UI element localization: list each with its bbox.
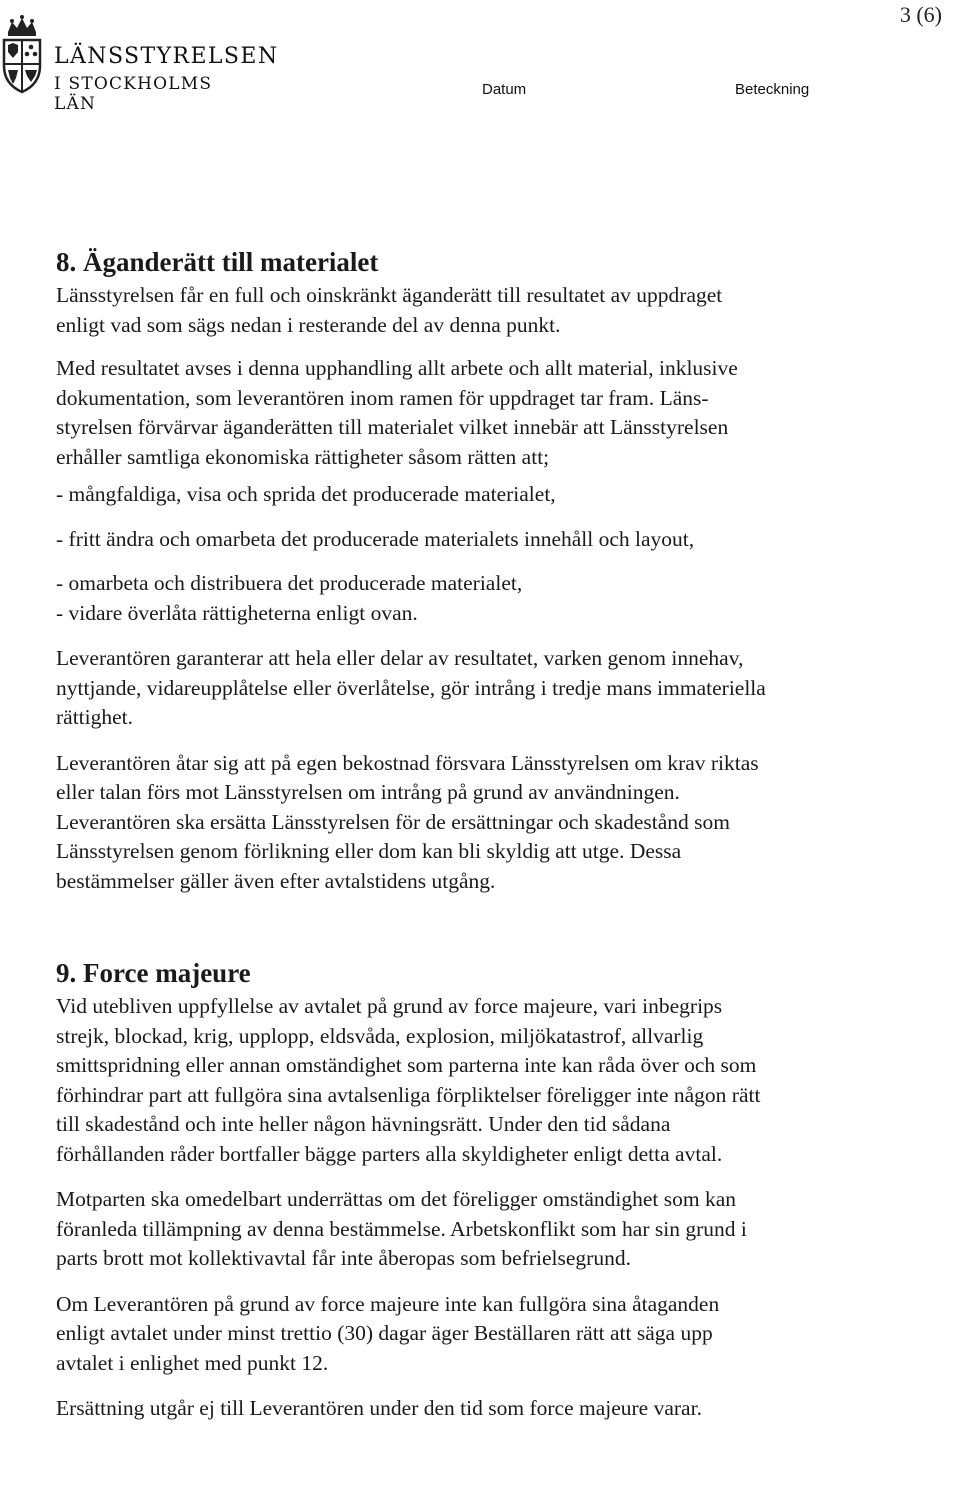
text-line: enligt avtalet under minst trettio (30) dagar äger Beställaren rätt att säga upp xyxy=(56,1321,713,1345)
rights-list xyxy=(56,480,936,628)
beteckning-label: Beteckning xyxy=(735,81,810,98)
section-9-paragraph-4 xyxy=(56,1394,936,1424)
text-line: Leverantören åtar sig att på egen bekostnad försvara Länsstyrelsen om krav riktas xyxy=(56,750,759,775)
logo-text-line2: I STOCKHOLMS LÄN xyxy=(54,74,213,114)
document-body xyxy=(56,243,936,1424)
text-line: Länsstyrelsen får en full och oinskränkt äganderätt till resultatet av uppdraget xyxy=(56,283,723,307)
text-line: Länsstyrelsen genom förlikning eller dom kan bli skyldig att utge. Dessa xyxy=(56,839,682,863)
lansstyrelsen-logo xyxy=(0,14,279,114)
list-item: - vidare överlåta rättigheterna enligt ovan. xyxy=(56,600,418,625)
text-line: parts brott mot kollektivavtal får inte åberopas som befrielsegrund. xyxy=(56,1246,631,1270)
text-line: Om Leverantören på grund av force majeure inte kan fullgöra sina åtaganden xyxy=(56,1291,720,1316)
text-line: rättighet. xyxy=(56,705,134,729)
section-9-paragraph-2 xyxy=(56,1185,936,1274)
text-line: eller talan förs mot Länsstyrelsen om intrång på grund av användningen. xyxy=(56,780,680,804)
text-line: Vid utebliven uppfyllelse av avtalet på grund av force majeure, vari inbegrips xyxy=(56,994,723,1018)
text-line: strejk, blockad, krig, upplopp, eldsvåda, explosion, miljökatastrof, allvarlig xyxy=(56,1023,704,1048)
section-8-paragraph-3 xyxy=(56,644,936,733)
text-line: styrelsen förvärvar äganderätten till materialet vilket innebär att Länsstyrelsen xyxy=(56,415,729,439)
page-number: 3 (6) xyxy=(899,2,942,27)
logo-text-line1: LÄNSSTYRELSEN xyxy=(54,44,279,69)
text-line: förhindrar part att fullgöra sina avtalsenliga förpliktelser föreligger inte någon rätt xyxy=(56,1082,761,1107)
section-8-paragraph-4 xyxy=(56,749,936,897)
section-8-paragraph-2 xyxy=(56,354,936,472)
section-8-heading: 8. Äganderätt till materialet xyxy=(56,247,379,277)
text-line: Leverantören ska ersätta Länsstyrelsen för de ersättningar och skadestånd som xyxy=(56,809,731,834)
section-9-paragraph-1 xyxy=(56,992,936,1169)
text-line: Med resultatet avses i denna upphandling allt arbete och allt material, inklusive xyxy=(56,356,738,380)
list-item: - omarbeta och distribuera det producerade materialet, xyxy=(56,571,523,595)
text-line: förhållanden råder bortfaller bägge parters alla skyldigheter enligt detta avtal. xyxy=(56,1141,723,1166)
text-line: dokumentation, som leverantören inom ramen för uppdraget tar fram. Läns- xyxy=(56,385,709,410)
list-item: - fritt ändra och omarbeta det producerade materialets innehåll och layout, xyxy=(56,526,695,551)
text-line: bestämmelser gäller även efter avtalstidens utgång. xyxy=(56,868,496,893)
datum-label: Datum xyxy=(482,81,527,98)
list-item: - mångfaldiga, visa och sprida det producerade materialet, xyxy=(56,482,556,506)
text-line: erhåller samtliga ekonomiska rättigheter såsom rätten att; xyxy=(56,444,550,469)
text-line: smittspridning eller annan omständighet som parterna inte kan råda över och som xyxy=(56,1053,757,1077)
coat-of-arms-icon xyxy=(0,14,44,94)
text-line: avtalet i enlighet med punkt 12. xyxy=(56,1350,329,1375)
section-8-paragraph-1 xyxy=(56,281,936,340)
text-line: Motparten ska omedelbart underrättas om det föreligger omständighet som kan xyxy=(56,1187,737,1211)
text-line: till skadestånd och inte heller någon hävningsrätt. Under den tid sådana xyxy=(56,1112,671,1136)
text-line: enligt vad som sägs nedan i resterande del av denna punkt. xyxy=(56,312,561,337)
text-line: Ersättning utgår ej till Leverantören under den tid som force majeure varar. xyxy=(56,1396,702,1420)
text-line: nyttjande, vidareupplåtelse eller överlåtelse, gör intrång i tredje mans immateriella xyxy=(56,675,766,700)
text-line: Leverantören garanterar att hela eller delar av resultatet, varken genom innehav, xyxy=(56,646,744,670)
text-line: föranleda tillämpning av denna bestämmelse. Arbetskonflikt som har sin grund i xyxy=(56,1216,747,1241)
section-9-heading: 9. Force majeure xyxy=(56,958,251,988)
section-9-paragraph-3 xyxy=(56,1290,936,1379)
